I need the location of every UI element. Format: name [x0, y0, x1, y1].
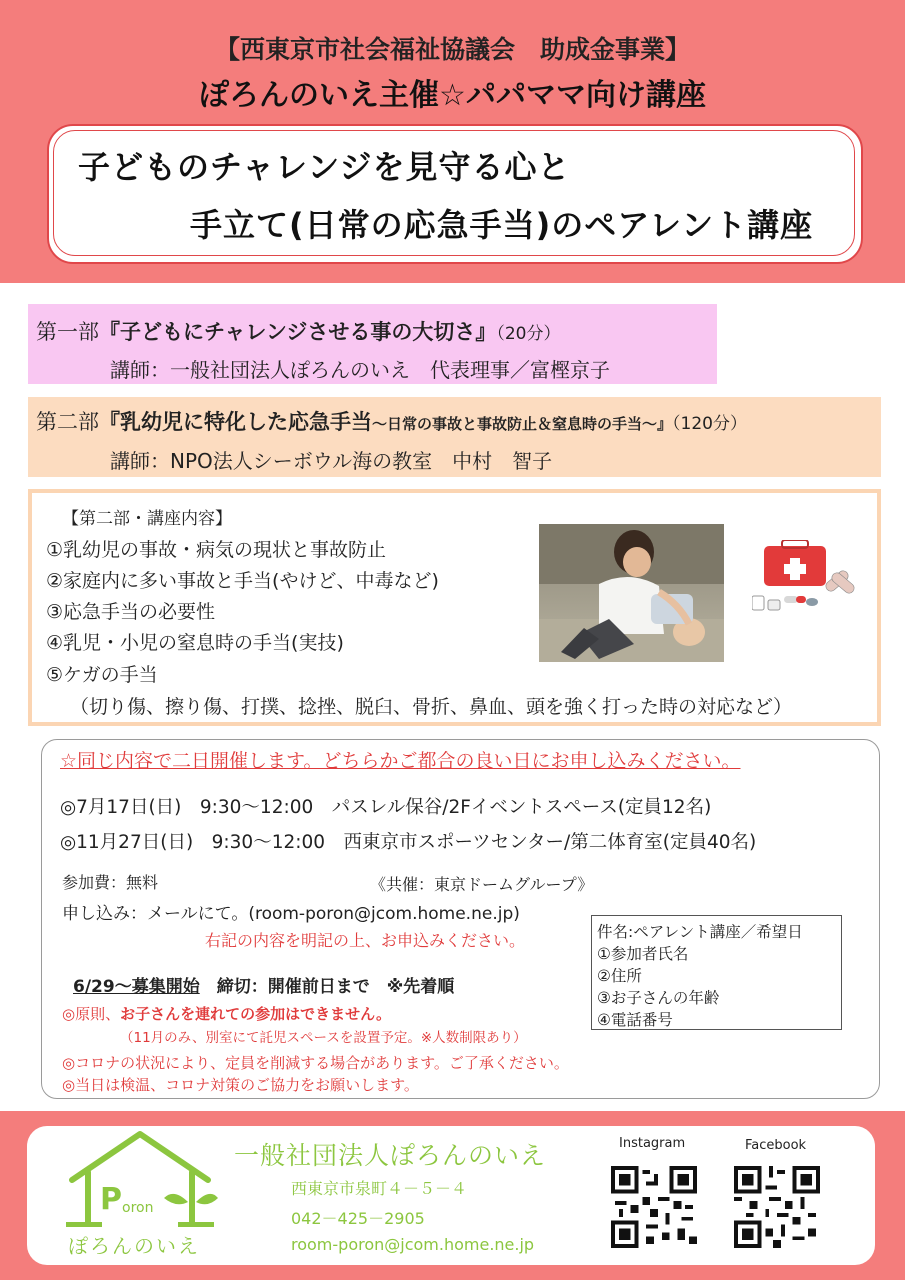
childcare-note: （11月のみ、別室にて託児スペースを設置予定。※人数制限あり）: [120, 1030, 527, 1046]
requirement-item: 件名:ペアレント講座／希望日: [597, 923, 803, 941]
content-note: （切り傷、擦り傷、打撲、捻挫、脱臼、骨折、鼻血、頭を強く打った時の対応など）: [70, 696, 793, 718]
part1-heading: [36, 316, 560, 346]
two-day-notice: ☆同じ内容で二日開催します。どちらかご都合の良い日にお申し込みください。: [60, 750, 741, 772]
application-method: 申し込み：メールにて。(room-poron@jcom.home.ne.jp): [62, 904, 520, 924]
requirement-item: ③お子さんの年齢: [597, 989, 720, 1007]
part1-lecturer: 講師：一般社団法人ぽろんのいえ 代表理事／富樫京子: [110, 358, 610, 382]
footer-org-name: 一般社団法人ぽろんのいえ: [234, 1141, 547, 1170]
content-item: ②家庭内に多い事故と手当(やけど、中毒など): [46, 570, 439, 592]
requirement-item: ②住所: [597, 967, 642, 985]
application-note: 右記の内容を明記の上、お申込みください。: [205, 931, 526, 950]
first-aid-training-photo: [539, 524, 724, 662]
recruit-start: 6/29～募集開始: [73, 977, 200, 997]
participation-fee: 参加費：無料: [62, 873, 159, 892]
part1-title: 『子どもにチャレンジさせる事の大切さ』: [99, 320, 497, 344]
course-content-heading: 【第二部・講座内容】: [62, 509, 232, 529]
logo-text: ぽろんのいえ: [68, 1234, 200, 1258]
rule-no-children: [62, 1003, 391, 1024]
content-item: ⑤ケガの手当: [46, 664, 158, 686]
requirement-item: ①参加者氏名: [597, 945, 689, 963]
facebook-qr-code[interactable]: [733, 1166, 821, 1248]
part1-time: （20分）: [496, 324, 561, 344]
schedule-date-row: ◎11月27日(日) 9:30～12:00 西東京市スポーツセンター/第二体育室(定員40名): [60, 832, 757, 853]
content-item: ③応急手当の必要性: [46, 601, 216, 623]
instagram-qr-code[interactable]: [610, 1166, 698, 1248]
footer-phone: 042－425－2905: [291, 1209, 425, 1228]
first-aid-kit-icon: [752, 540, 862, 618]
part1-label: 第一部: [36, 320, 99, 344]
host-line: ぽろんのいえ主催☆パパママ向け講座: [199, 78, 706, 113]
content-item: ④乳児・小児の窒息時の手当(実技): [46, 632, 344, 654]
part2-time: （120分）: [672, 414, 747, 434]
footer-email[interactable]: room-poron@jcom.home.ne.jp: [291, 1235, 535, 1254]
rule-covid-capacity: ◎コロナの状況により、定員を削減する場合があります。ご了承ください。: [62, 1054, 569, 1072]
page-title-line1: 子どものチャレンジを見守る心と: [78, 148, 571, 186]
footer-address: 西東京市泉町４－５－４: [291, 1179, 468, 1198]
recruitment-period: [73, 972, 454, 997]
logo-word: oron: [122, 1200, 154, 1216]
facebook-label: Facebook: [745, 1138, 807, 1153]
part2-heading: [36, 406, 747, 436]
part2-title: 『乳幼児に特化した応急手当: [99, 410, 372, 434]
requirement-item: ④電話番号: [597, 1011, 673, 1029]
logo-letter: P: [100, 1182, 122, 1217]
part2-label: 第二部: [36, 410, 99, 434]
page-title-line2: 手立て(日常の応急手当)のペアレント講座: [190, 206, 814, 244]
part2-subtitle: ～日常の事故と事故防止＆窒息時の手当～』: [372, 415, 673, 433]
schedule-date-row: ◎7月17日(日) 9:30～12:00 パスレル保谷/2Fイベントスペース(定員12名): [60, 797, 712, 818]
rule1-prefix: ◎原則、: [62, 1005, 121, 1023]
rule-covid-measures: ◎当日は検温、コロナ対策のご協力をお願いします。: [62, 1076, 419, 1094]
content-item: ①乳幼児の事故・病気の現状と事故防止: [46, 539, 387, 561]
recruit-deadline: 締切：開催前日まで ※先着順: [199, 977, 455, 997]
part2-lecturer: 講師：NPO法人シーボウル海の教室 中村 智子: [110, 449, 553, 473]
instagram-label: Instagram: [619, 1136, 686, 1151]
co-host: 《共催：東京ドームグループ》: [370, 875, 594, 894]
rule1-emphasis: お子さんを連れての参加はできません。: [120, 1005, 391, 1023]
organizer-line: 【西東京市社会福祉協議会 助成金事業】: [214, 35, 690, 64]
